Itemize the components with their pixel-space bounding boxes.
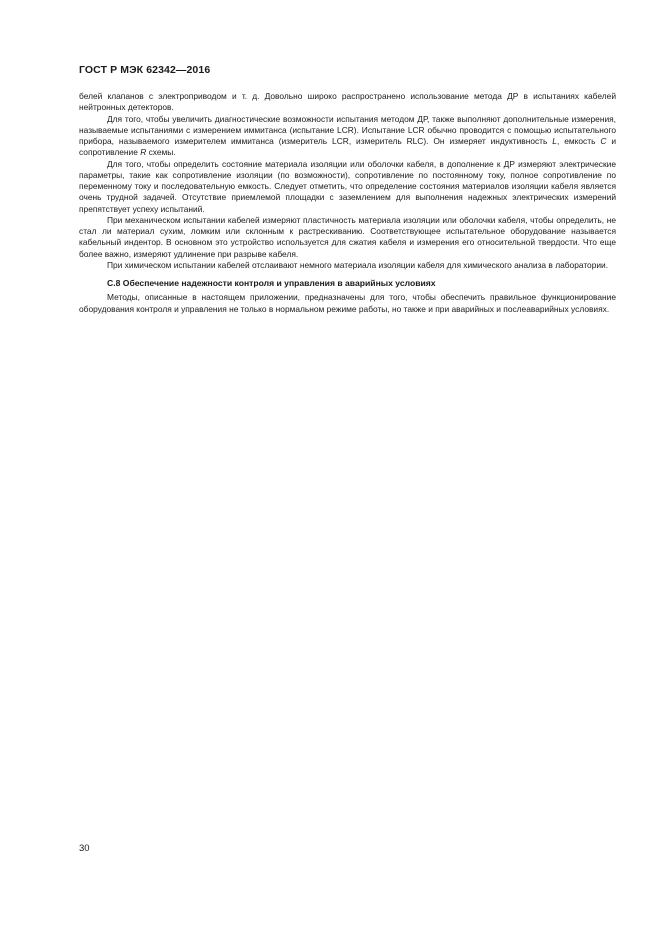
paragraph-insulation-state: Для того, чтобы определить состояние материала изоляции или оболочки кабеля, в дополнение к ДР измеряют электрические параметры, такие как сопротивление изоляции (по возможности), сопротивление по постоянному току, полное сопротивление по переменному току и последовательную емкость. Следует отметить, что определение состояния материалов изоляции кабеля является очень трудной задачей. Отсутствие приемлемой площадки с заземлением для выполнения надежных электрических измерений препятствует успеху испытаний. bbox=[79, 158, 616, 214]
symbol-capacitance: C bbox=[600, 136, 607, 146]
main-body bbox=[79, 91, 616, 315]
paragraph-section-c8: Методы, описанные в настоящем приложении, предназначены для того, чтобы обеспечить правильное функционирование оборудования контроля и управления не только в нормальном режиме работы, но также и при аварийных и послеаварийных условиях. bbox=[79, 292, 616, 314]
page-header-standard: ГОСТ Р МЭК 62342—2016 bbox=[79, 64, 211, 76]
symbol-resistance: R bbox=[140, 147, 147, 158]
paragraph-chemical-test: При химическом испытании кабелей отслаивают немного материала изоляции кабеля для химического анализа в лаборатории. bbox=[107, 259, 609, 270]
symbol-inductance: L bbox=[552, 136, 557, 146]
paragraph-lcr-text-d: схемы. bbox=[146, 147, 176, 158]
page-number: 30 bbox=[79, 843, 90, 854]
paragraph-lcr-text-b: , емкость bbox=[556, 136, 601, 146]
paragraph-continuation: белей клапанов с электроприводом и т. д. Довольно широко распространено использование метода ДР в испытаниях кабелей нейтронных детекторов. bbox=[79, 91, 616, 113]
paragraph-lcr-text-c: и сопротивление bbox=[79, 136, 616, 158]
section-heading-c8: С.8 Обеспечение надежности контроля и управления в аварийных условиях bbox=[107, 278, 436, 288]
paragraph-lcr-text-a: Для того, чтобы увеличить диагностические возможности испытания методом ДР, также выполняют дополнительные измерения, называемые испытаниями с измерением иммитанса (испытание LCR). Испытание LCR обычно проводится с помощью испытательного прибора, называемого измерителем иммитанса (измеритель LCR, измеритель RLC). Он измеряет индуктивность bbox=[79, 113, 616, 146]
paragraph-lcr-test bbox=[79, 114, 616, 159]
paragraph-mechanical-test: При механическом испытании кабелей измеряют пластичность материала изоляции или оболочки кабеля, чтобы определить, не стал ли материал сухим, ломким или склонным к растрескиванию. Соответствующее испытательное оборудование называется кабельный индентор. В основном это устройство используется для сжатия кабеля и измерения его относительной твердости. Что еще более важно, измеряют удлинение при разрыве кабеля. bbox=[79, 214, 616, 259]
